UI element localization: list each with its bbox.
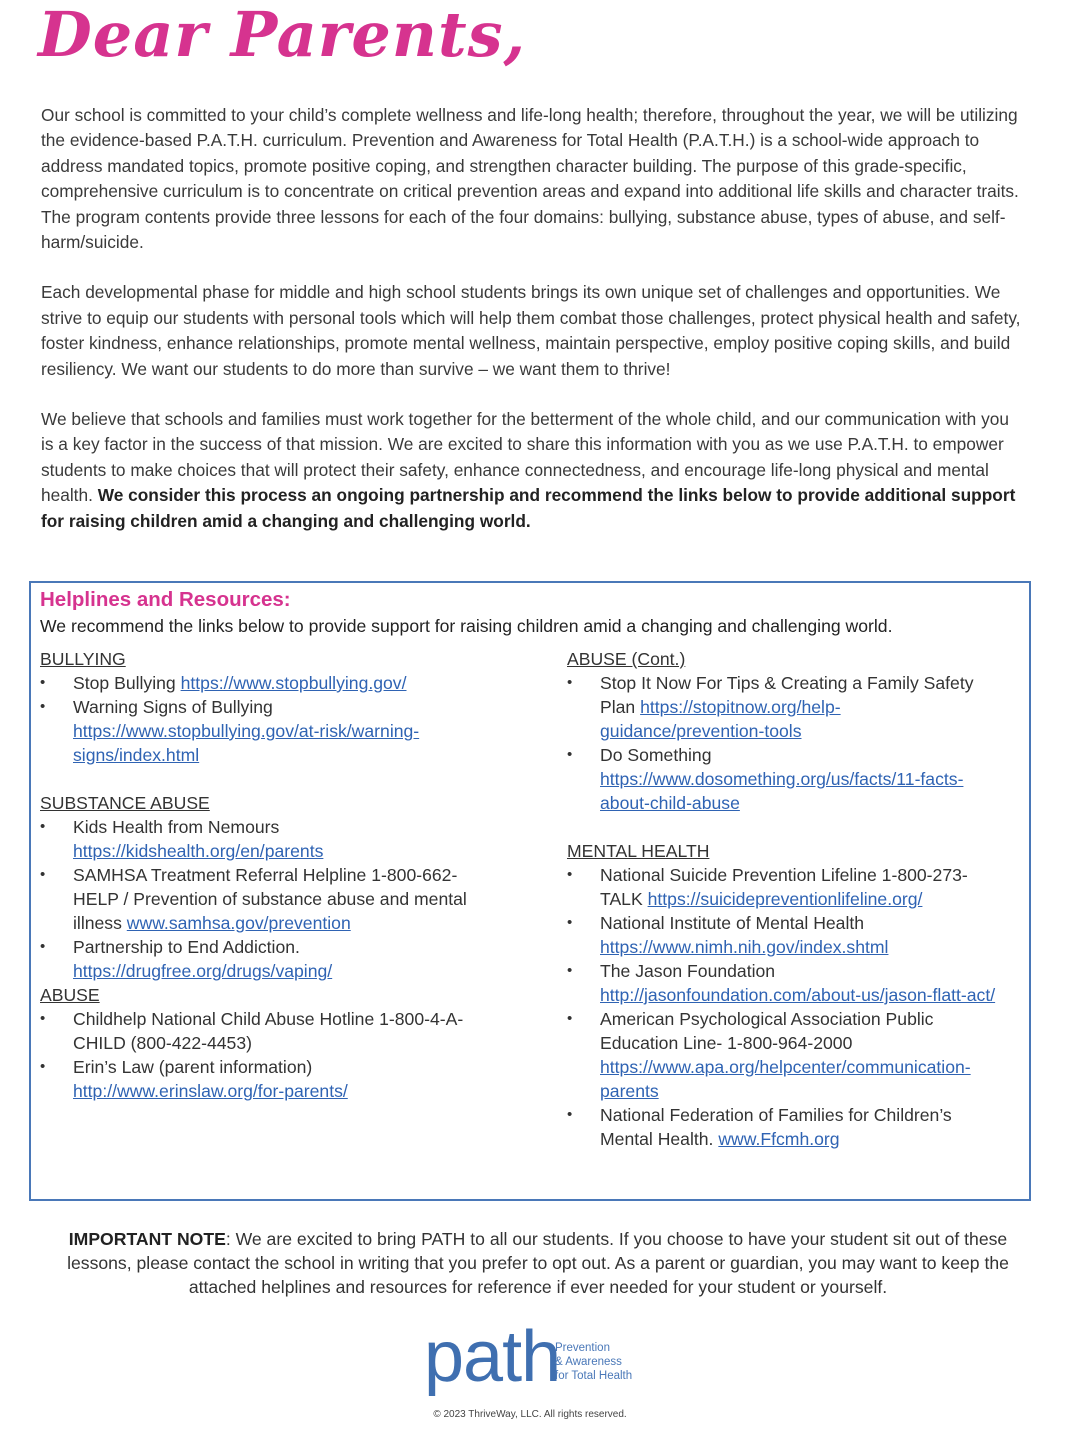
resource-link[interactable]: https://www.nimh.nih.gov/index.shtml [600, 937, 889, 957]
resource-link[interactable]: https://kidshealth.org/en/parents [73, 841, 324, 861]
section-heading-abuse: ABUSE [40, 985, 100, 1005]
logo-tagline-line: for Total Health [555, 1370, 633, 1382]
logo-wordmark: path [424, 1317, 561, 1397]
intro-paragraph-3-bold: We consider this process an ongoing partnership and recommend the links below to provide additional support for raising children amid a changing and challenging world. [41, 485, 1016, 531]
list-item [40, 935, 502, 983]
resource-label: Erin’s Law (parent information) [73, 1057, 313, 1077]
resource-label: Warning Signs of Bullying [73, 697, 273, 717]
section-substance-abuse [40, 791, 502, 983]
resources-subtitle: We recommend the links below to provide support for raising children amid a changing and challenging world. [40, 616, 893, 636]
list-item [567, 1103, 997, 1151]
list-item [567, 863, 997, 911]
section-abuse [40, 983, 502, 1103]
resource-label: The Jason Foundation [600, 961, 776, 981]
important-note-text: : We are excited to bring PATH to all our students. If you choose to have your student sit out of these lessons, please contact the school in writing that you prefer to opt out. As a parent or guardian, you may want to keep the attached helplines and resources for reference if ever needed for your student or yourself. [67, 1229, 1009, 1297]
resource-label: Kids Health from Nemours [73, 817, 280, 837]
copyright: © 2023 ThriveWay, LLC. All rights reserved. [433, 1409, 627, 1420]
resource-label: Childhelp National Child Abuse Hotline 1-800-4-A-CHILD (800-422-4453) [73, 1009, 464, 1053]
section-abuse-cont [567, 647, 997, 815]
section-heading-bullying: BULLYING [40, 649, 126, 669]
resources-title: Helplines and Resources: [40, 588, 291, 611]
resource-link[interactable]: http://jasonfoundation.com/about-us/jason-flatt-act/ [600, 985, 996, 1005]
list-item [40, 815, 502, 863]
resource-link[interactable]: https://www.apa.org/helpcenter/communication-parents [600, 1057, 971, 1101]
logo-tagline-line: & Awareness [555, 1356, 622, 1368]
resource-label: Stop It Now For Tips & Creating a Family Safety Plan [600, 673, 974, 717]
list-item [567, 911, 997, 959]
page-title: Dear Parents, [38, 0, 527, 71]
resources-left-column [40, 647, 502, 1103]
resource-link[interactable]: https://www.stopbullying.gov/at-risk/warning-signs/index.html [73, 721, 420, 765]
section-heading-substance-abuse: SUBSTANCE ABUSE [40, 793, 210, 813]
resources-right-column [567, 647, 997, 1151]
intro-section [41, 103, 1026, 559]
list-item [40, 1007, 502, 1055]
important-note-label: IMPORTANT NOTE [68, 1229, 226, 1249]
logo-tagline [555, 1341, 632, 1383]
list-item [567, 959, 997, 1007]
list-item [40, 671, 502, 695]
resource-link[interactable]: www.Ffcmh.org [718, 1129, 840, 1149]
resource-label: Partnership to End Addiction. [73, 937, 300, 957]
list-item [567, 671, 997, 743]
resource-link[interactable]: https://www.stopbullying.gov/ [180, 673, 407, 693]
resource-link[interactable]: www.samhsa.gov/prevention [126, 913, 351, 933]
path-logo [424, 1317, 684, 1406]
resource-link[interactable]: https://drugfree.org/drugs/vaping/ [73, 961, 333, 981]
logo-tagline-line: Prevention [555, 1342, 610, 1354]
section-heading-abuse-cont: ABUSE (Cont.) [567, 649, 686, 669]
resource-link[interactable]: http://www.erinslaw.org/for-parents/ [73, 1081, 348, 1101]
resource-label: American Psychological Association Public Education Line- 1-800-964-2000 [600, 1009, 934, 1053]
resource-label: National Institute of Mental Health [600, 913, 865, 933]
intro-paragraph-1: Our school is committed to your child’s complete wellness and life-long health; therefore, throughout the year, we will be utilizing the evidence-based P.A.T.H. curriculum. Prevention and Awareness for Total Health (P.A.T.H.) is a school-wide approach to address mandated topics, promote positive coping, and strengthen character building. The purpose of this grade-specific, comprehensive curriculum is to concentrate on critical prevention areas and expand into additional life skills and character traits. The program contents provide three lessons for each of the four domains: bullying, substance abuse, types of abuse, and self-harm/suicide. [41, 105, 1019, 253]
resource-label: SAMHSA Treatment Referral Helpline 1-800-662-HELP / Prevention of substance abuse and mental illness [73, 865, 467, 933]
list-item [567, 743, 997, 815]
important-note [38, 1227, 1038, 1299]
intro-paragraph-2: Each developmental phase for middle and high school students brings its own unique set of challenges and opportunities. We strive to equip our students with personal tools which will help them combat those challenges, protect physical health and safety, foster kindness, enhance relationships, promote mental wellness, maintain perspective, employ positive coping skills, and build resiliency. We want our students to do more than survive – we want them to thrive! [41, 282, 1021, 379]
section-bullying [40, 647, 502, 767]
section-mental-health [567, 839, 997, 1151]
resource-link[interactable]: https://stopitnow.org/help-guidance/prevention-tools [600, 697, 841, 741]
intro-paragraph-3 [41, 407, 1026, 534]
resource-label: Do Something [600, 745, 712, 765]
resource-label: National Federation of Families for Children’s Mental Health. [600, 1105, 952, 1149]
list-item [40, 695, 502, 767]
intro-paragraph-3-text: We believe that schools and families must work together for the betterment of the whole child, and our communication with you is a key factor in the success of that mission. We are excited to share this information with you as we use P.A.T.H. to empower students to make choices that will protect their safety, enhance connectedness, and encourage life-long physical and mental health. [41, 409, 1009, 506]
resource-label: National Suicide Prevention Lifeline 1-800-273-TALK [600, 865, 968, 909]
resource-link[interactable]: https://suicidepreventionlifeline.org/ [647, 889, 923, 909]
section-heading-mental-health: MENTAL HEALTH [567, 841, 710, 861]
list-item [40, 863, 502, 935]
resources-box [29, 581, 1031, 1201]
resource-link[interactable]: https://www.dosomething.org/us/facts/11-facts-about-child-abuse [600, 769, 964, 813]
resource-label: Stop Bullying [73, 673, 181, 693]
list-item [567, 1007, 997, 1103]
list-item [40, 1055, 502, 1103]
